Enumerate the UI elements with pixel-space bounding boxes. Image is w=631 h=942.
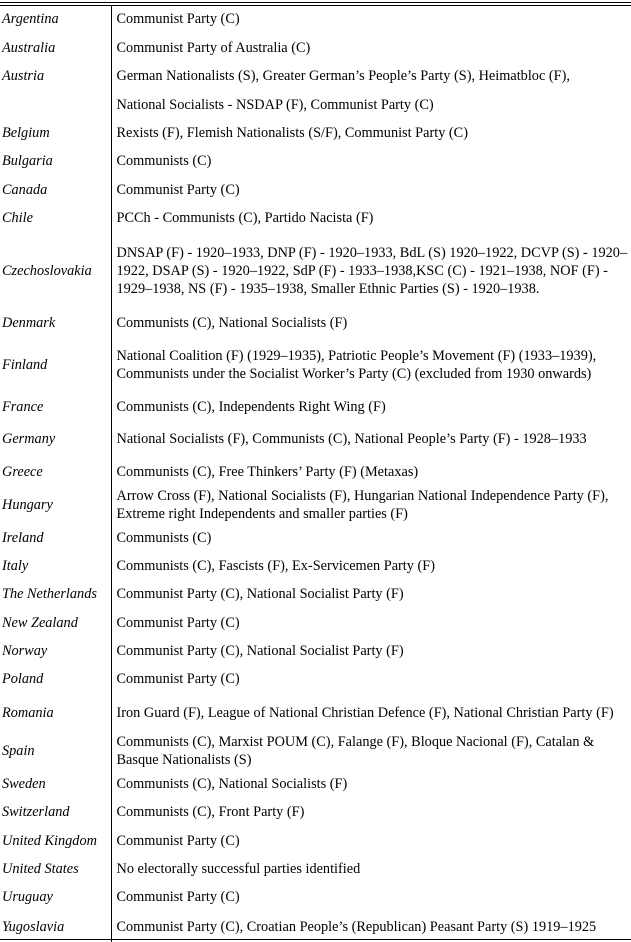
parties-cell: National Coalition (F) (1929–1935), Patriotic People’s Movement (F) (1933–1939), Communists under the Socialist Worker’s Party (C) (excluded from 1930 onwards) [116, 347, 597, 382]
country-cell: France [0, 394, 111, 419]
country-cell: Poland [0, 665, 111, 693]
country-cell: Sweden [0, 769, 111, 798]
parties-cell: Communists (C), Free Thinkers’ Party (F) (Metaxas) [116, 464, 419, 480]
parties-cell: Rexists (F), Flemish Nationalists (S/F), Communist Party (C) [116, 125, 468, 141]
parties-cell: National Socialists (F), Communists (C), National People’s Party (F) - 1928–1933 [116, 431, 587, 447]
table-row [0, 485, 631, 525]
table-row [0, 419, 631, 459]
country-cell: Bulgaria [0, 147, 111, 175]
parties-cell: Communist Party of Australia (C) [116, 39, 311, 56]
country-cell: Greece [0, 459, 111, 485]
table-row [0, 335, 631, 394]
parties-cell: National Socialists - NSDAP (F), Communist Party (C) [116, 96, 434, 113]
table-row [0, 883, 631, 911]
country-cell: Romania [0, 693, 111, 733]
country-cell: Yugoslavia [0, 911, 111, 942]
country-cell: Germany [0, 419, 111, 459]
table-row [0, 551, 631, 580]
parties-cell: Iron Guard (F), League of National Christian Defence (F), National Christian Party (F) [116, 705, 614, 721]
parties-cell: Communists (C) [116, 153, 212, 169]
table-row [0, 204, 631, 232]
country-cell: Hungary [0, 485, 111, 525]
country-cell [0, 90, 111, 119]
country-cell: Canada [0, 175, 111, 204]
parties-table [0, 5, 631, 942]
country-cell: Italy [0, 551, 111, 580]
country-cell: The Netherlands [0, 580, 111, 608]
table-row [0, 637, 631, 665]
country-cell: Denmark [0, 310, 111, 335]
country-cell: Switzerland [0, 798, 111, 826]
country-cell: Belgium [0, 119, 111, 147]
country-cell: Chile [0, 204, 111, 232]
table-row [0, 826, 631, 855]
table-row [0, 232, 631, 310]
parties-cell: Communist Party (C), National Socialist Party (F) [116, 643, 404, 659]
table-row [0, 580, 631, 608]
table-row [0, 119, 631, 147]
table-row [0, 693, 631, 733]
country-cell: Spain [0, 733, 111, 769]
parties-cell: Communists (C), National Socialists (F) [116, 775, 348, 792]
parties-cell: Communist Party (C) [116, 11, 240, 27]
table-row [0, 459, 631, 485]
table-row [0, 394, 631, 419]
country-cell: United Kingdom [0, 826, 111, 855]
country-cell: United States [0, 855, 111, 883]
parties-cell: Communist Party (C) [116, 671, 240, 687]
table-row [0, 769, 631, 798]
parties-cell: Communists (C), Marxist POUM (C), Falange (F), Bloque Nacional (F), Catalan & Basque Nationalists (S) [116, 734, 595, 768]
parties-cell: Communist Party (C) [116, 832, 240, 849]
parties-cell: Communists (C) [116, 530, 212, 546]
parties-cell: DNSAP (F) - 1920–1933, DNP (F) - 1920–1933, BdL (S) 1920–1922, DCVP (S) - 1920–1922, DSAP (S) - 1920–1922, SdP (F) - 1933–1938,KSC (C) - 1921–1938, NOF (F) - 1929–1938, NS (F) - 1935–1938, Smaller Ethnic Parties (S) - 1920–1938. [116, 245, 628, 297]
parties-cell: German Nationalists (S), Greater German’s People’s Party (S), Heimatbloc (F), [116, 68, 570, 84]
parties-cell: Communist Party (C), Croatian People’s (Republican) Peasant Party (S) 1919–1925 [116, 918, 597, 935]
country-cell: Australia [0, 33, 111, 62]
country-cell: New Zealand [0, 608, 111, 637]
country-cell: Ireland [0, 525, 111, 551]
parties-cell: PCCh - Communists (C), Partido Nacista (F) [116, 210, 374, 226]
parties-cell: Communist Party (C) [116, 614, 240, 631]
parties-cell: Communist Party (C) [116, 889, 240, 905]
parties-cell: Arrow Cross (F), National Socialists (F), Hungarian National Independence Party (F), Extreme right Independents and smaller parties (F) [116, 488, 609, 522]
table-row [0, 911, 631, 942]
country-cell: Argentina [0, 5, 111, 33]
table-row [0, 90, 631, 119]
table-top-rule [0, 2, 631, 3]
table-row [0, 33, 631, 62]
table-row [0, 525, 631, 551]
table-row [0, 855, 631, 883]
table-row [0, 5, 631, 33]
country-cell: Norway [0, 637, 111, 665]
parties-cell: Communists (C), Front Party (F) [116, 804, 305, 820]
table-bottom-rule [0, 939, 631, 940]
country-cell: Uruguay [0, 883, 111, 911]
parties-cell: Communists (C), Independents Right Wing (F) [116, 398, 386, 415]
country-cell: Finland [0, 335, 111, 394]
parties-cell: Communists (C), Fascists (F), Ex-Servicemen Party (F) [116, 557, 435, 574]
parties-cell: No electorally successful parties identified [116, 861, 361, 877]
parties-cell: Communist Party (C), National Socialist Party (F) [116, 586, 404, 602]
table-row [0, 665, 631, 693]
table-row [0, 310, 631, 335]
table-row [0, 733, 631, 769]
parties-cell: Communists (C), National Socialists (F) [116, 314, 348, 331]
table-row [0, 147, 631, 175]
parties-cell: Communist Party (C) [116, 181, 240, 198]
table-row [0, 175, 631, 204]
table-row [0, 62, 631, 90]
table-row [0, 798, 631, 826]
country-cell: Czechoslovakia [0, 232, 111, 310]
country-cell: Austria [0, 62, 111, 90]
table-row [0, 608, 631, 637]
